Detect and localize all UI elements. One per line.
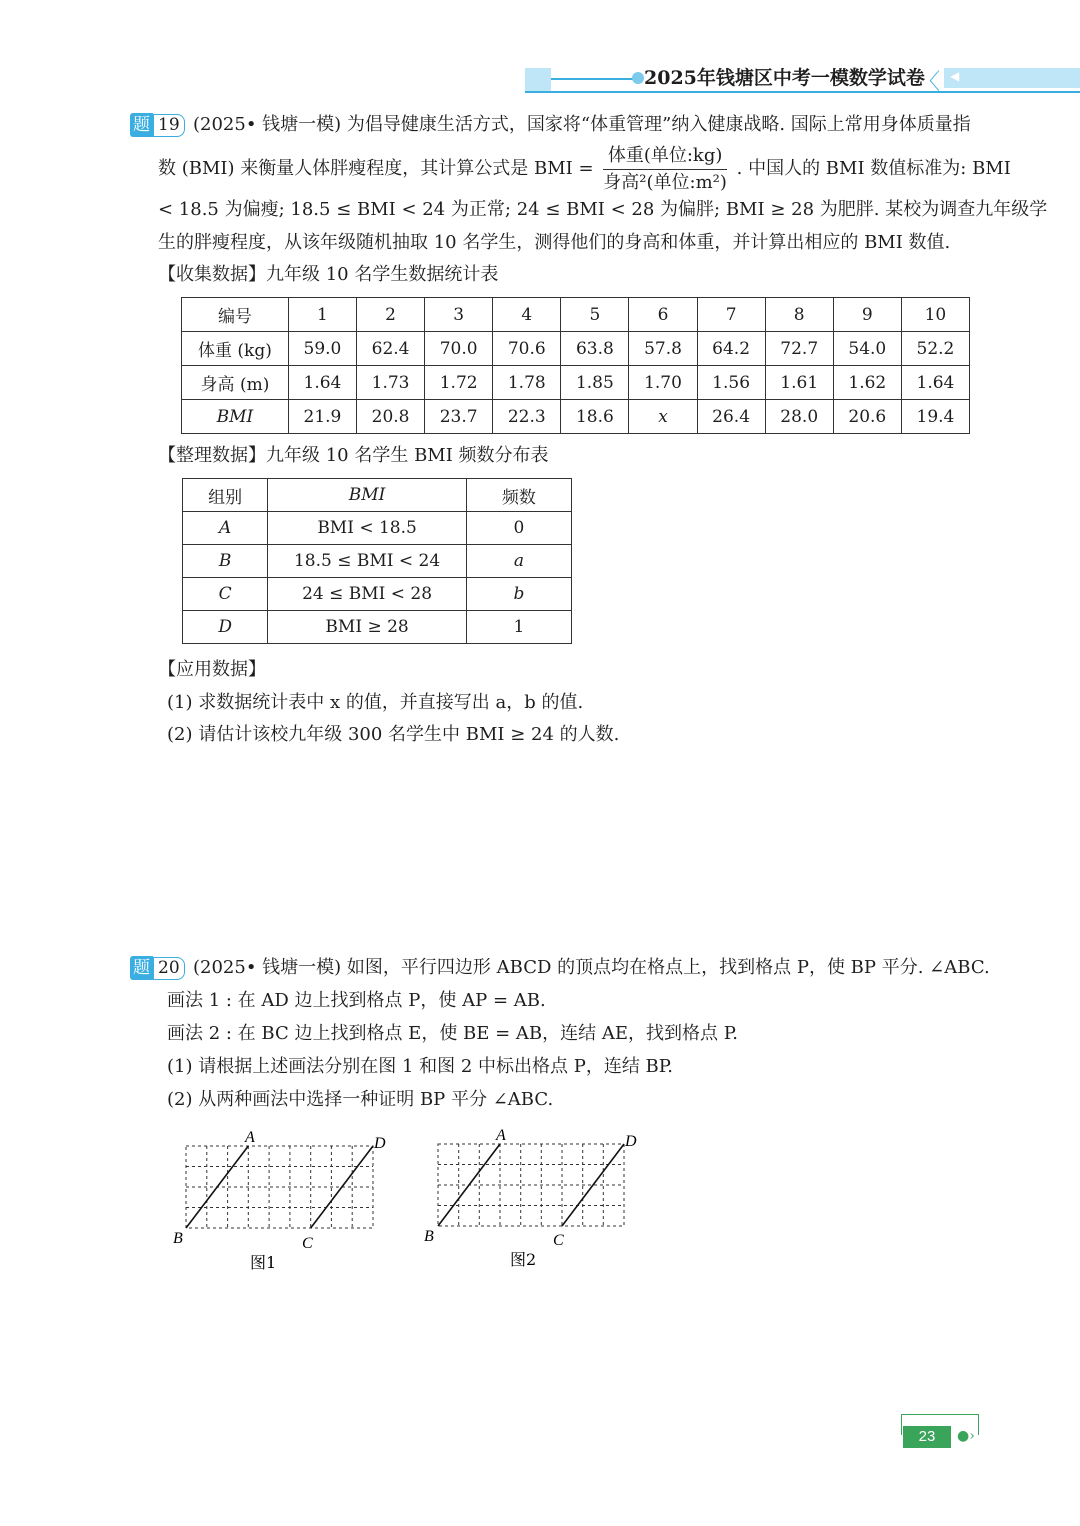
q20-method-1: 画法 1 : 在 AD 边上找到格点 P，使 AP = AB. (167, 990, 546, 1011)
table-cell: C (183, 578, 268, 611)
table-cell: 19.4 (901, 400, 969, 434)
table-row (183, 479, 572, 512)
table-cell: 4 (493, 298, 561, 332)
table-cell: 频数 (466, 479, 571, 512)
table-cell: 70.6 (493, 332, 561, 366)
q19-line-3: < 18.5 为偏瘦; 18.5 ≤ BMI < 24 为正常; 24 ≤ BMI < 28 为偏胖; BMI ≥ 28 为肥胖. 某校为调查九年级学 (158, 199, 1048, 220)
table-cell: 8 (765, 298, 833, 332)
badge-number: 20 (153, 957, 185, 980)
table-cell: 52.2 (901, 332, 969, 366)
table-cell: BMI < 18.5 (268, 512, 466, 545)
table-cell: 1.72 (425, 366, 493, 400)
label-C: C (553, 1232, 564, 1249)
table-cell: 18.5 ≤ BMI < 24 (268, 545, 466, 578)
table-cell: 6 (629, 298, 697, 332)
figure-caption: 图2 (510, 1250, 537, 1269)
table-row (182, 366, 970, 400)
header-band (944, 68, 1080, 88)
table-cell: 64.2 (697, 332, 765, 366)
table-cell: 1.64 (288, 366, 356, 400)
header-arrow-icon: ◀ (950, 69, 960, 83)
table-cell: 70.0 (425, 332, 493, 366)
table-cell: B (183, 545, 268, 578)
table-row (183, 611, 572, 644)
table-cell: 57.8 (629, 332, 697, 366)
table-cell: 63.8 (561, 332, 629, 366)
header-block (525, 68, 551, 92)
figure-caption: 图1 (250, 1253, 277, 1272)
label-A: A (496, 1127, 506, 1144)
header-rule (525, 91, 1080, 93)
table-cell: 9 (833, 298, 901, 332)
table-cell: 1.73 (357, 366, 425, 400)
table-cell: 1 (288, 298, 356, 332)
header-chevron-icon: 〈 (918, 70, 941, 95)
table-row (182, 400, 970, 434)
table-cell: 10 (901, 298, 969, 332)
row-header-cell: 体重 (kg) (182, 332, 289, 366)
row-header-cell: 编号 (182, 298, 289, 332)
table-cell: 22.3 (493, 400, 561, 434)
table-cell: 21.9 (288, 400, 356, 434)
page-header (0, 60, 1080, 100)
table-cell: 1.64 (901, 366, 969, 400)
q19-line-2b: . 中国人的 BMI 数值标准为: BMI (736, 158, 1011, 179)
header-dot (632, 72, 644, 84)
table-cell: 1.78 (493, 366, 561, 400)
q20-sub-1: (1) 请根据上述画法分别在图 1 和图 2 中标出格点 P，连结 BP. (167, 1056, 673, 1077)
q20-method-2: 画法 2 : 在 BC 边上找到格点 E，使 BE = AB，连结 AE，找到格点 P. (167, 1023, 738, 1044)
table-cell: x (629, 400, 697, 434)
table-cell: BMI (268, 479, 466, 512)
table-cell: 24 ≤ BMI < 28 (268, 578, 466, 611)
table-cell: 1.56 (697, 366, 765, 400)
table-cell: 2 (357, 298, 425, 332)
section-apply: 【应用数据】 (158, 659, 266, 680)
q19-line-1: (2025• 钱塘一模) 为倡导健康生活方式，国家将“体重管理”纳入健康战略. 国际上常用身体质量指 (193, 114, 971, 135)
header-title: 2025年钱塘区中考一模数学试卷 (644, 67, 925, 89)
fraction-denominator: 身高²(单位:m²) (603, 171, 727, 193)
badge-label: 题 (130, 113, 153, 137)
page-number-box (901, 1414, 977, 1448)
question-badge-20 (130, 956, 185, 980)
table-cell: 1 (466, 611, 571, 644)
q20-sub-2: (2) 从两种画法中选择一种证明 BP 平分 ∠ABC. (167, 1089, 554, 1110)
table-cell: 1.70 (629, 366, 697, 400)
row-header-cell: BMI (182, 400, 289, 434)
page-number: 23 (903, 1426, 951, 1448)
badge-number: 19 (153, 114, 185, 137)
table-cell: 62.4 (357, 332, 425, 366)
label-C: C (302, 1235, 313, 1252)
table-cell: 1.62 (833, 366, 901, 400)
table-cell: D (183, 611, 268, 644)
table-cell: 组别 (183, 479, 268, 512)
q19-line-2 (158, 141, 1011, 197)
grid-2 (438, 1144, 624, 1226)
q19-line-2a: 数 (BMI) 来衡量人体胖瘦程度，其计算公式是 BMI = (158, 158, 594, 179)
q19-sub-1: (1) 求数据统计表中 x 的值，并直接写出 a，b 的值. (167, 692, 584, 713)
table-cell: b (466, 578, 571, 611)
table-cell: 20.8 (357, 400, 425, 434)
table-row (183, 512, 572, 545)
header-thin-line (551, 78, 641, 80)
label-A: A (245, 1129, 255, 1146)
table-cell: 72.7 (765, 332, 833, 366)
table-cell: 54.0 (833, 332, 901, 366)
label-B: B (173, 1230, 183, 1247)
figure-1 (168, 1126, 398, 1286)
table-cell: 1.85 (561, 366, 629, 400)
plug-icon: ●› (957, 1428, 975, 1444)
table-cell: 0 (466, 512, 571, 545)
data-table (181, 297, 970, 434)
table-cell: a (466, 545, 571, 578)
table-cell: 7 (697, 298, 765, 332)
figure-2 (420, 1124, 650, 1284)
section-organize: 【整理数据】九年级 10 名学生 BMI 频数分布表 (158, 445, 549, 466)
table-row (182, 298, 970, 332)
table-row (183, 578, 572, 611)
question-badge-19 (130, 113, 185, 137)
table-cell: 20.6 (833, 400, 901, 434)
q20-line-1: (2025• 钱塘一模) 如图，平行四边形 ABCD 的顶点均在格点上，找到格点 P，使 BP 平分. ∠ABC. (193, 957, 990, 978)
table-cell: BMI ≥ 28 (268, 611, 466, 644)
table-cell: 18.6 (561, 400, 629, 434)
label-D: D (625, 1133, 637, 1150)
fraction-numerator: 体重(单位:kg) (603, 145, 727, 170)
frequency-table (182, 478, 572, 644)
q19-line-4: 生的胖瘦程度，从该年级随机抽取 10 名学生，测得他们的身高和体重，并计算出相应的 BMI 数值. (158, 232, 951, 253)
table-cell: 23.7 (425, 400, 493, 434)
row-header-cell: 身高 (m) (182, 366, 289, 400)
label-B: B (424, 1228, 434, 1245)
table-cell: 3 (425, 298, 493, 332)
table-cell: 5 (561, 298, 629, 332)
table-cell: A (183, 512, 268, 545)
table-cell: 26.4 (697, 400, 765, 434)
table-cell: 1.61 (765, 366, 833, 400)
table-cell: 59.0 (288, 332, 356, 366)
table-row (183, 545, 572, 578)
grid-1 (186, 1146, 373, 1228)
table-row (182, 332, 970, 366)
q19-sub-2: (2) 请估计该校九年级 300 名学生中 BMI ≥ 24 的人数. (167, 724, 620, 745)
badge-label: 题 (130, 956, 153, 980)
label-D: D (374, 1135, 386, 1152)
section-collect: 【收集数据】九年级 10 名学生数据统计表 (158, 264, 499, 285)
table-cell: 28.0 (765, 400, 833, 434)
bmi-fraction (603, 145, 727, 194)
